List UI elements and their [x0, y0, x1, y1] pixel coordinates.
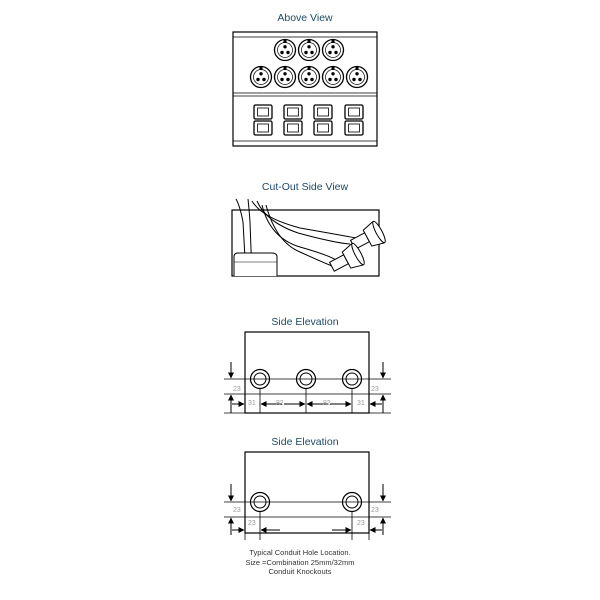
dim-height-right: 23: [371, 507, 379, 514]
xlr-socket: [251, 67, 272, 88]
square-socket: [284, 121, 302, 135]
dim-spacing-1: 82: [276, 400, 284, 407]
caption-line-1: Typical Conduit Hole Location.: [249, 548, 351, 557]
dim-spacing-2: 82: [323, 400, 331, 407]
square-socket: [254, 105, 272, 119]
square-socket: [314, 105, 332, 119]
side-elevation-2-title: Side Elevation: [271, 436, 339, 448]
above-view-title: Above View: [277, 12, 333, 24]
dim-edge-left: 31: [248, 400, 256, 407]
xlr-socket: [299, 67, 320, 88]
dim-edge-left: 23: [248, 520, 256, 527]
square-socket: [314, 121, 332, 135]
xlr-socket: [323, 40, 344, 61]
xlr-socket: [347, 67, 368, 88]
xlr-socket: [275, 40, 296, 61]
above-view-drawing: [233, 32, 377, 146]
square-socket: [345, 105, 363, 119]
xlr-socket: [275, 67, 296, 88]
caption-line-2: Size =Combination 25mm/32mm: [245, 557, 355, 567]
xlr-socket-group: [251, 40, 368, 88]
caption-line-3: Conduit Knockouts: [268, 567, 332, 576]
square-socket: [254, 121, 272, 135]
dim-edge-right: 23: [357, 520, 365, 527]
xlr-socket: [323, 67, 344, 88]
dim-height-left: 23: [233, 386, 241, 393]
dim-edge-right: 31: [357, 400, 365, 407]
square-socket-group: [254, 105, 363, 135]
xlr-socket: [299, 40, 320, 61]
cutout-side-view-drawing: [232, 199, 387, 278]
side-elevation-1-title: Side Elevation: [271, 316, 339, 328]
square-socket: [345, 121, 363, 135]
caption: [200, 548, 400, 577]
square-socket: [284, 105, 302, 119]
dim-height-right: 23: [371, 386, 379, 393]
dim-height-left: 23: [233, 507, 241, 514]
cutout-side-view-title: Cut-Out Side View: [261, 181, 349, 193]
